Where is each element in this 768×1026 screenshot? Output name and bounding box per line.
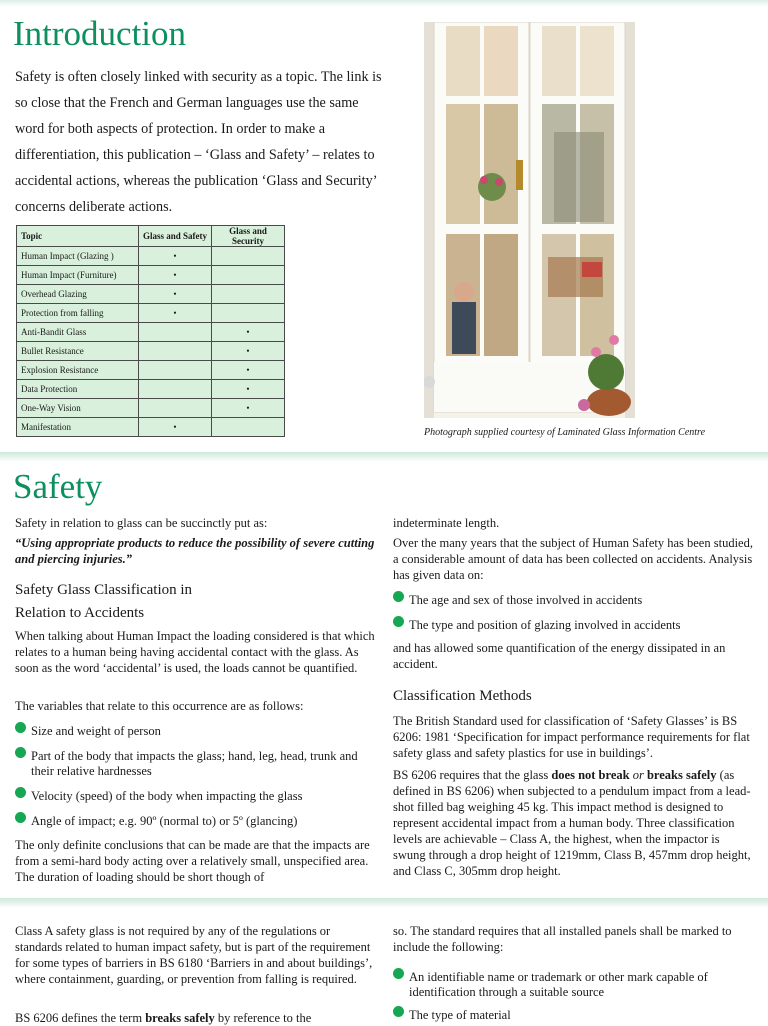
- classification-heading-line-1: Safety Glass Classification in: [15, 582, 193, 598]
- list-item: The type of material: [393, 1008, 753, 1023]
- safety-lead: Safety in relation to glass can be succinctly put as:: [15, 516, 268, 530]
- safety-quote: “Using appropriate products to reduce the possibility of severe cutting and piercing injuries.”: [15, 536, 375, 566]
- class-a-paragraph: Class A safety glass is not required by any of the regulations or standards related to human impact safety, but is part of the requirement for some types of barriers in BS 6180 ‘Barriers in and about buildings’, where containment, guarding, or prevention from falling is required.: [15, 924, 373, 986]
- data-points-list: [393, 593, 753, 633]
- variables-list: [15, 724, 375, 829]
- bullet-dot-icon: [393, 1006, 404, 1017]
- table-cell-glass-and-security: [212, 418, 285, 437]
- column-2-continuation: indeterminate length.: [393, 516, 500, 530]
- table-cell-glass-and-security: •: [212, 342, 285, 361]
- table-cell-glass-and-security: [212, 266, 285, 285]
- table-row: [17, 247, 285, 266]
- table-cell-glass-and-safety: •: [139, 285, 212, 304]
- bullet-dot-icon: [15, 722, 26, 733]
- table-cell-glass-and-safety: [139, 361, 212, 380]
- table-cell-glass-and-safety: [139, 399, 212, 418]
- introduction-paragraph: Safety is often closely linked with security as a topic. The link is so close that the French and German languages use the same word for both aspects of protection. In order to make a differentiation, this publication – ‘Glass and Safety’ – relates to accidental actions, whereas the publication ‘Glass and Security’ concerns deliberate actions.: [15, 69, 382, 215]
- table-row: [17, 266, 285, 285]
- table-cell-topic: Overhead Glazing: [17, 285, 139, 304]
- list-item: The age and sex of those involved in accidents: [393, 593, 753, 608]
- marking-requirements-paragraph: so. The standard requires that all installed panels shall be marked to include the following:: [393, 924, 732, 954]
- list-item: Velocity (speed) of the body when impacting the glass: [15, 789, 375, 804]
- table-cell-topic: Bullet Resistance: [17, 342, 139, 361]
- classification-methods-heading: Classification Methods: [393, 688, 532, 704]
- table-row: [17, 399, 285, 418]
- marking-list: [393, 970, 753, 1023]
- list-item: Size and weight of person: [15, 724, 375, 739]
- table-cell-glass-and-security: •: [212, 380, 285, 399]
- bs6206-paragraph: BS 6206 requires that the glass does not break or breaks safely (as defined in BS 6206) when subjected to a pendulum impact from a lead-shot filled bag weighing 45 kg. This impact method is designed to represent accidental impact from a human body. Three classification levels are achievable – Class A, the highest, when the impactor is swung through a drop height of 1219mm, Class B, 457mm drop height, and Class C, 305mm drop height.: [393, 768, 751, 878]
- list-item: An identifiable name or trademark or other mark capable of identification through a suitable source: [393, 970, 753, 1000]
- table-cell-glass-and-security: •: [212, 323, 285, 342]
- table-header-glass-and-safety: Glass and Safety: [139, 226, 212, 247]
- bullet-dot-icon: [15, 787, 26, 798]
- table-cell-topic: Human Impact (Furniture): [17, 266, 139, 285]
- energy-paragraph: and has allowed some quantification of the energy dissipated in an accident.: [393, 641, 726, 671]
- table-cell-glass-and-security: •: [212, 361, 285, 380]
- bullet-dot-icon: [393, 968, 404, 979]
- table-cell-glass-and-safety: [139, 380, 212, 399]
- table-cell-glass-and-security: [212, 285, 285, 304]
- list-item: Part of the body that impacts the glass; hand, leg, head, trunk and their relative hardnesses: [15, 749, 375, 779]
- bullet-dot-icon: [15, 812, 26, 823]
- bullet-dot-icon: [393, 591, 404, 602]
- photo-caption: Photograph supplied courtesy of Laminated Glass Information Centre: [424, 427, 706, 438]
- table-cell-topic: One-Way Vision: [17, 399, 139, 418]
- table-cell-glass-and-safety: •: [139, 247, 212, 266]
- table-cell-glass-and-safety: •: [139, 418, 212, 437]
- table-cell-topic: Protection from falling: [17, 304, 139, 323]
- conclusion-paragraph: The only definite conclusions that can be made are that the impacts are from a semi-hard body acting over a relatively small, unspecified area. The duration of loading should be short though of: [15, 838, 370, 884]
- safety-heading: Safety: [13, 467, 103, 506]
- section-divider-band: [0, 452, 768, 462]
- standard-paragraph: The British Standard used for classification of ‘Safety Glasses’ is BS 6206: 1981 ‘Specification for impact performance requirements for flat safety glass and safety plastics for use in buildings’.: [393, 714, 750, 760]
- studied-paragraph: Over the many years that the subject of Human Safety has been studied, a considerable amount of data has been collected on accidents. Analysis has given data on:: [393, 536, 753, 582]
- table-cell-glass-and-security: [212, 247, 285, 266]
- table-cell-glass-and-safety: •: [139, 304, 212, 323]
- table-body: [17, 247, 285, 437]
- variables-intro: The variables that relate to this occurrence are as follows:: [15, 699, 304, 713]
- glazed-doors-illustration: [424, 22, 635, 418]
- table-cell-topic: Data Protection: [17, 380, 139, 399]
- table-cell-topic: Explosion Resistance: [17, 361, 139, 380]
- bullet-dot-icon: [393, 616, 404, 627]
- table-row: [17, 323, 285, 342]
- table-cell-glass-and-security: [212, 304, 285, 323]
- table-row: [17, 361, 285, 380]
- breaks-safely-definition: BS 6206 defines the term breaks safely by reference to the: [15, 1011, 312, 1025]
- table-row: [17, 304, 285, 323]
- table-row: [17, 285, 285, 304]
- bullet-dot-icon: [15, 747, 26, 758]
- introduction-heading: Introduction: [13, 14, 187, 53]
- table-row: [17, 418, 285, 437]
- table-cell-glass-and-security: •: [212, 399, 285, 418]
- table-cell-topic: Human Impact (Glazing ): [17, 247, 139, 266]
- table-header-topic: Topic: [17, 226, 139, 247]
- table-cell-topic: Manifestation: [17, 418, 139, 437]
- topic-table: [16, 225, 285, 437]
- table-cell-glass-and-safety: [139, 342, 212, 361]
- top-band: [0, 0, 768, 7]
- table-row: [17, 342, 285, 361]
- human-impact-paragraph: When talking about Human Impact the loading considered is that which relates to a human being having accidental contact with the glass. As soon as the word ‘accidental’ is used, the loads cannot be quantified.: [15, 629, 375, 675]
- table-cell-glass-and-safety: [139, 323, 212, 342]
- list-item: Angle of impact; e.g. 90º (normal to) or 5º (glancing): [15, 814, 375, 829]
- table-cell-topic: Anti-Bandit Glass: [17, 323, 139, 342]
- table-cell-glass-and-safety: •: [139, 266, 212, 285]
- table-header-row: [17, 226, 285, 247]
- glazed-doors-photo: [424, 22, 635, 418]
- classification-heading-line-2: Relation to Accidents: [15, 605, 145, 621]
- section-divider-band-lower: [0, 898, 768, 908]
- table-header-glass-and-security: Glass and Security: [212, 226, 285, 247]
- list-item: The type and position of glazing involved in accidents: [393, 618, 753, 633]
- table-row: [17, 380, 285, 399]
